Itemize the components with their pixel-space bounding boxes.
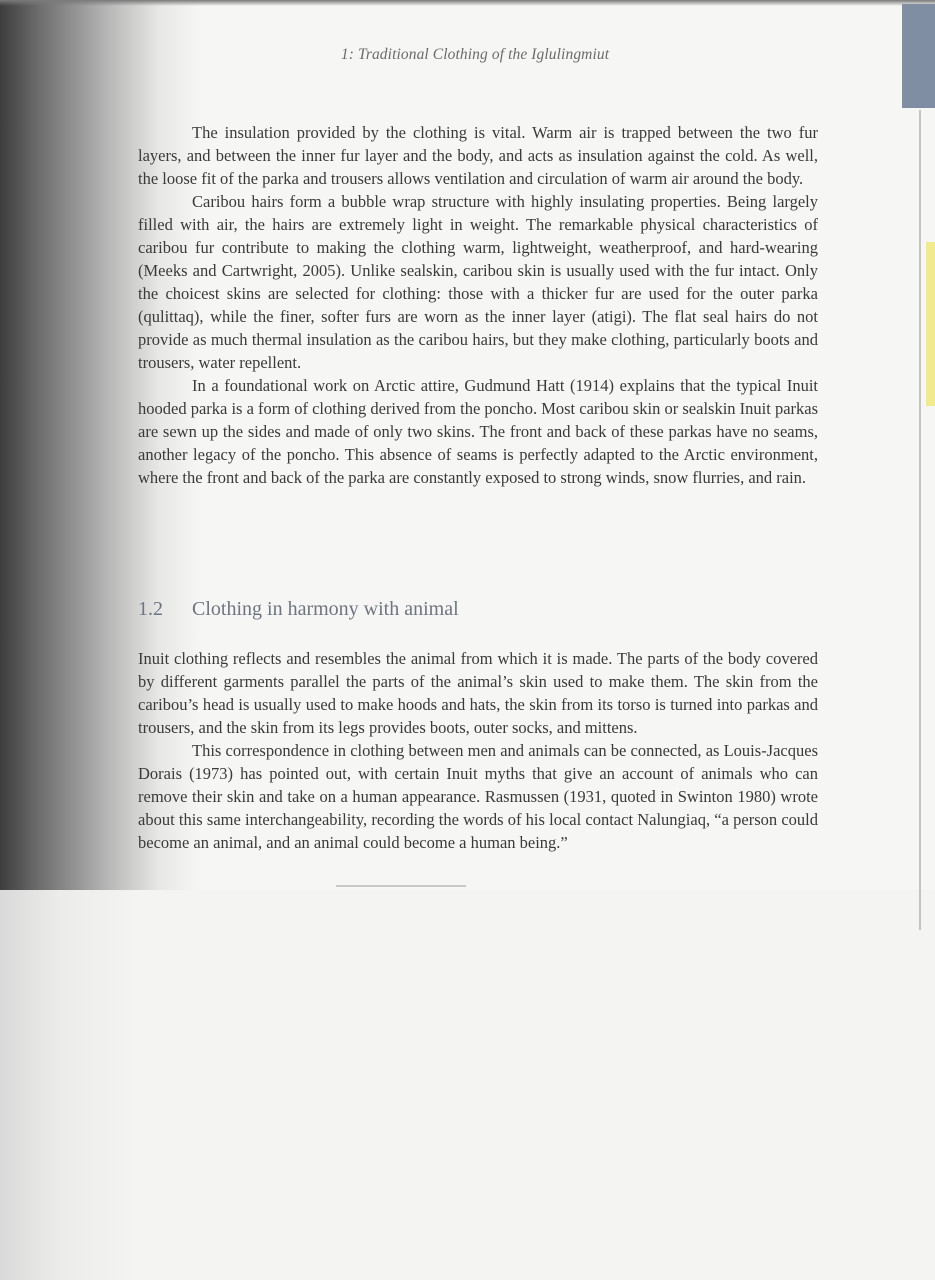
text-block-bottom bbox=[138, 647, 818, 854]
running-head: 1: Traditional Clothing of the Iglulingmiut bbox=[340, 46, 610, 63]
paragraph: Inuit clothing reflects and resembles the animal from which it is made. The parts of the body covered by different garments parallel the parts of the animal’s skin used to make them. The skin from the caribou’s head is usually used to make hoods and hats, the skin from its torso is turned into parkas and trousers, and the skin from its legs provides boots, outer socks, and mittens. bbox=[138, 649, 818, 737]
paragraph: In a foundational work on Arctic attire, Gudmund Hatt (1914) explains that the typical Inuit hooded parka is a form of clothing derived from the poncho. Most caribou skin or sealskin Inuit parkas are sewn up the sides and made of only two skins. The front and back of these parkas have no seams, another legacy of the poncho. This absence of seams is perfectly adapted to the Arctic environment, where the front and back of the parka are constantly exposed to strong winds, snow flurries, and rain. bbox=[138, 376, 819, 487]
page-tab-yellow bbox=[926, 242, 935, 406]
paragraph: This correspondence in clothing between men and animals can be connected, as Louis-Jacques Dorais (1973) has pointed out, with certain Inuit myths that give an account of animals who can remove their skin and take on a human appearance. Rasmussen (1931, quoted in Swinton 1980) wrote about this same interchangeability, recording the words of his local contact Nalungiaq, “a person could become an animal, and an animal could become a human being.” bbox=[138, 741, 818, 852]
text-block-top bbox=[138, 121, 818, 489]
section-number: 1.2 bbox=[138, 598, 163, 620]
scan-top-edge bbox=[0, 0, 935, 6]
page-edge-line bbox=[919, 110, 921, 930]
pencil-mark bbox=[336, 885, 466, 887]
section-heading bbox=[138, 598, 818, 621]
section-title: Clothing in harmony with animal bbox=[192, 598, 459, 620]
paragraph: The insulation provided by the clothing is vital. Warm air is trapped between the two fur layers, and between the inner fur layer and the body, and acts as insulation against the cold. As well, the loose fit of the parka and trousers allows ventilation and circulation of warm air around the body. bbox=[138, 123, 818, 188]
page-lower-blank bbox=[0, 890, 935, 1280]
paragraph: Caribou hairs form a bubble wrap structure with highly insulating properties. Being largely filled with air, the hairs are extremely light in weight. The remarkable physical characteristics of caribou fur contribute to making the clothing warm, lightweight, weatherproof, and hard-wearing (Meeks and Cartwright, 2005). Unlike sealskin, caribou skin is usually used with the fur intact. Only the choicest skins are selected for clothing: those with a thicker fur are used for the outer parka (qulittaq), while the finer, softer furs are worn as the inner layer (atigi). The flat seal hairs do not provide as much thermal insulation as the caribou hairs, but they make clothing, particularly boots and trousers, water repellent. bbox=[138, 192, 818, 372]
